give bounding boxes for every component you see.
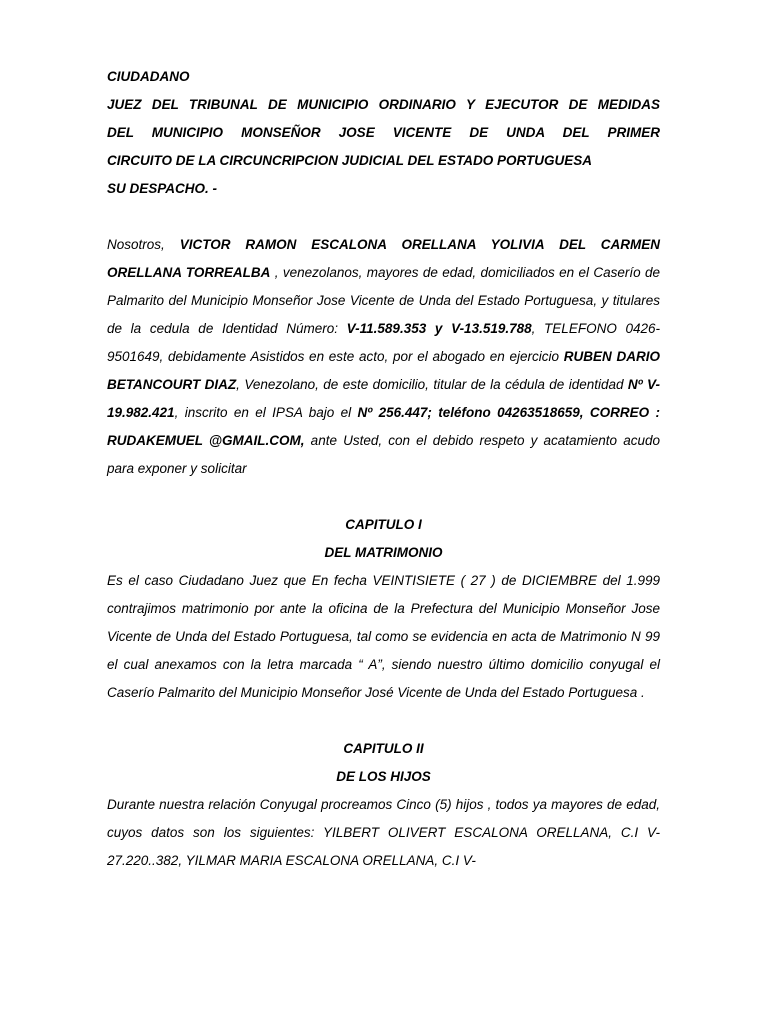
- intro-paragraph: [107, 231, 660, 483]
- petitioners-names: VICTOR RAMON ESCALONA ORELLANA YOLIVIA DEL CARMEN ORELLANA TORREALBA: [107, 237, 660, 280]
- header-line-5: SU DESPACHO. -: [107, 181, 218, 196]
- header-line-1: CIUDADANO: [107, 69, 190, 84]
- chapter-1-paragraph: Es el caso Ciudadano Juez que En fecha VEINTISIETE ( 27 ) de DICIEMBRE del 1.999 contrajimos matrimonio por ante la oficina de la Prefectura del Municipio Monseñor Jose Vicente de Unda del Estado Portuguesa, tal como se evidencia en acta de Matrimonio N 99 el cual anexamos con la letra marcada “ A”, siendo nuestro último domicilio conyugal el Caserío Palmarito del Municipio Monseñor José Vicente de Unda del Estado Portuguesa .: [107, 573, 660, 700]
- chapter-1-subtitle: DEL MATRIMONIO: [324, 545, 443, 560]
- intro-text-3: , TELEFONO 0426-9501649, debidamente Asistidos en este acto, por el abogado en ejercicio: [107, 321, 661, 364]
- chapter-2-paragraph: Durante nuestra relación Conyugal procreamos Cinco (5) hijos , todos ya mayores de edad, cuyos datos son los siguientes: YILBERT OLIVERT ESCALONA ORELLANA, C.I V- 27.220..382, YILMAR MARIA ESCALONA ORELLANA, C.I V-: [107, 797, 660, 868]
- intro-text-5: , inscrito en el IPSA bajo el: [174, 405, 358, 420]
- header-line-3: DEL MUNICIPIO MONSEÑOR JOSE VICENTE DE UNDA DEL PRIMER: [107, 125, 660, 140]
- lawyer-id: Nº V-19.982.421: [107, 377, 660, 420]
- lawyer-contact: Nº 256.447; teléfono 04263518659, CORREO : RUDAKEMUEL @GMAIL.COM,: [107, 405, 660, 448]
- petitioners-ids: V-11.589.353 y V-13.519.788: [346, 321, 532, 336]
- intro-text-2: , venezolanos, mayores de edad, domiciliados en el Caserío de Palmarito del Municipio Monseñor Jose Vicente de Unda del Estado Portuguesa, y titulares de la cedula de Identidad Número:: [107, 265, 660, 336]
- spacer: [107, 707, 660, 735]
- header-line-4: CIRCUITO DE LA CIRCUNCRIPCION JUDICIAL DEL ESTADO PORTUGUESA: [107, 153, 593, 168]
- document-body: [107, 63, 660, 875]
- lawyer-name: RUBEN DARIO BETANCOURT DIAZ: [107, 349, 660, 392]
- chapter-1-title: CAPITULO I: [345, 517, 422, 532]
- intro-text-1: Nosotros,: [107, 237, 180, 252]
- chapter-2-subtitle: DE LOS HIJOS: [336, 769, 431, 784]
- header-line-2: JUEZ DEL TRIBUNAL DE MUNICIPIO ORDINARIO Y EJECUTOR DE MEDIDAS: [107, 97, 660, 112]
- chapter-2-title: CAPITULO II: [343, 741, 424, 756]
- intro-text-6: ante Usted, con el debido respeto y acatamiento acudo para exponer y solicitar: [107, 433, 660, 476]
- addressee-header: [107, 63, 660, 203]
- intro-text-4: , Venezolano, de este domicilio, titular de la cédula de identidad: [236, 377, 628, 392]
- spacer: [107, 203, 660, 231]
- spacer: [107, 483, 660, 511]
